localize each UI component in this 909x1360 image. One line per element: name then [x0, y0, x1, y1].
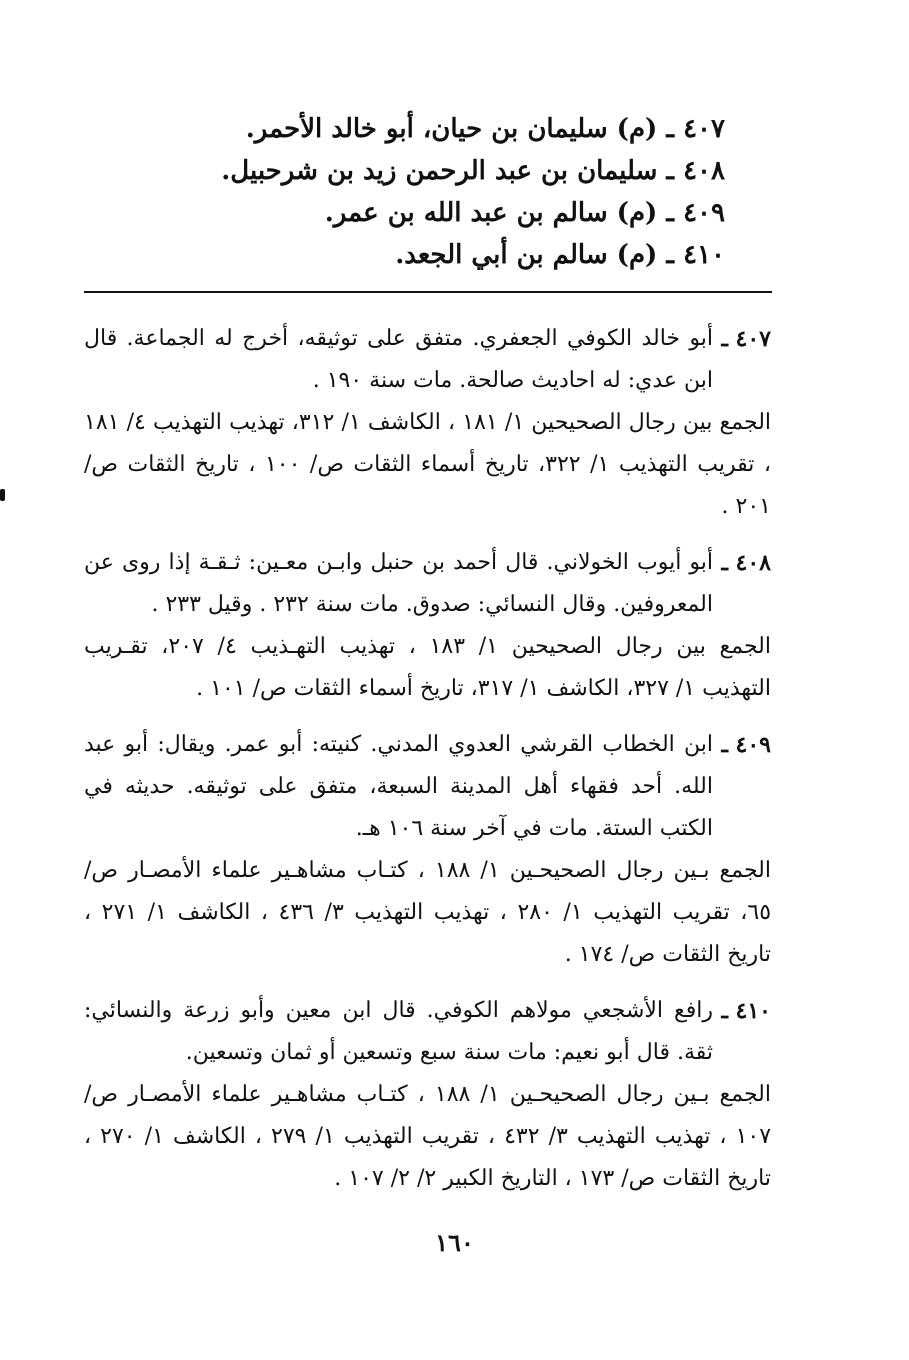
footnote-bio — [84, 318, 771, 402]
heading-407: ٤٠٧ ـ (م) سليمان بن حيان، أبو خالد الأحمر. — [245, 114, 725, 144]
footnote-bio-text: رافع الأشجعي مولاهم الكوفي. قال ابن معين وأبو زرعة والنسائي: ثقة. قال أبو نعيم: مات سنة سبع وتسعين أو ثمان وتسعين. — [84, 998, 713, 1065]
footnote-bio — [84, 542, 771, 626]
footnote-bio-text: أبو أيوب الخولاني. قال أحمد بن حنبل وابـن معـين: ثـقـة إذا روى عن المعروفين. وقال النسائي: صدوق. مات سنة ٢٣٢ . وقيل ٢٣٣ . — [84, 550, 713, 617]
footnote-bio-text: أبو خالد الكوفي الجعفري. متفق على توثيقه، أخرج له الجماعة. قال ابن عدي: له احاديث صالحة. مات سنة ١٩٠ . — [84, 326, 713, 393]
footnotes — [84, 318, 771, 1214]
footnote-number: ٤٠٧ ـ — [721, 326, 771, 352]
footnote-references: الجمع بـين رجال الصحيحـين ١/ ١٨٨ ، كتـاب مشاهـير علماء الأمصـار ص/ ١٠٧ ، تهذيب التهذيب ٣/ ٤٣٢ ، تقريب التهذيب ١/ ٢٧٩ ، الكاشف ١/ ٢٧٠ ، تاريخ الثقات ص/ ١٧٣ ، التاريخ الكبير ٢/ ٢/ ١٠٧ . — [84, 1082, 772, 1191]
footnote-divider — [84, 291, 772, 293]
heading-408: ٤٠٨ ـ سليمان بن عبد الرحمن زيد بن شرحبيل. — [221, 156, 725, 186]
footnote-references: الجمع بـين رجال الصحيحـين ١/ ١٨٨ ، كتـاب مشاهـير علماء الأمصـار ص/ ٦٥، تقريب التهذيب ١/ ٢٨٠ ، تهذيب التهذيب ٣/ ٤٣٦ ، الكاشف ١/ ٢٧١ ، تاريخ الثقات ص/ ١٧٤ . — [84, 858, 772, 967]
scan-artifact-mark — [0, 489, 5, 501]
heading-410: ٤١٠ ـ (م) سالم بن أبي الجعد. — [395, 240, 725, 270]
footnote-410 — [84, 990, 771, 1200]
footnote-409 — [84, 724, 771, 976]
page-number: ١٦٠ — [435, 1228, 474, 1257]
footnote-408 — [84, 542, 771, 710]
footnote-number: ٤٠٩ ـ — [721, 732, 771, 758]
heading-409: ٤٠٩ ـ (م) سالم بن عبد الله بن عمر. — [324, 198, 725, 228]
footnote-references: الجمع بين رجال الصحيحين ١/ ١٨٣ ، تهذيب التهـذيب ٤/ ٢٠٧، تقـريب التهذيب ١/ ٣٢٧، الكاشف ١/ ٣١٧، تاريخ أسماء الثقات ص/ ١٠١ . — [84, 634, 771, 701]
entry-headings — [205, 108, 725, 276]
footnote-bio — [84, 990, 771, 1074]
footnote-references: الجمع بين رجال الصحيحين ١/ ١٨١ ، الكاشف ١/ ٣١٢، تهذيب التهذيب ٤/ ١٨١ ، تقريب التهذيب ١/ ٣٢٢، تاريخ أسماء الثقات ص/ ١٠٠ ، تاريخ الثقات ص/ ٢٠١ . — [84, 410, 772, 519]
footnote-bio — [84, 724, 771, 850]
footnote-407 — [84, 318, 771, 528]
footnote-number: ٤٠٨ ـ — [721, 550, 771, 576]
footnote-number: ٤١٠ ـ — [721, 998, 771, 1024]
footnote-bio-text: ابن الخطاب القرشي العدوي المدني. كنيته: أبو عمر. ويقال: أبو عبد الله. أحد فقهاء أهل المدينة السبعة، متفق على توثيقه. حديثه في الكتب الستة. مات في آخر سنة ١٠٦ هـ. — [84, 732, 713, 841]
